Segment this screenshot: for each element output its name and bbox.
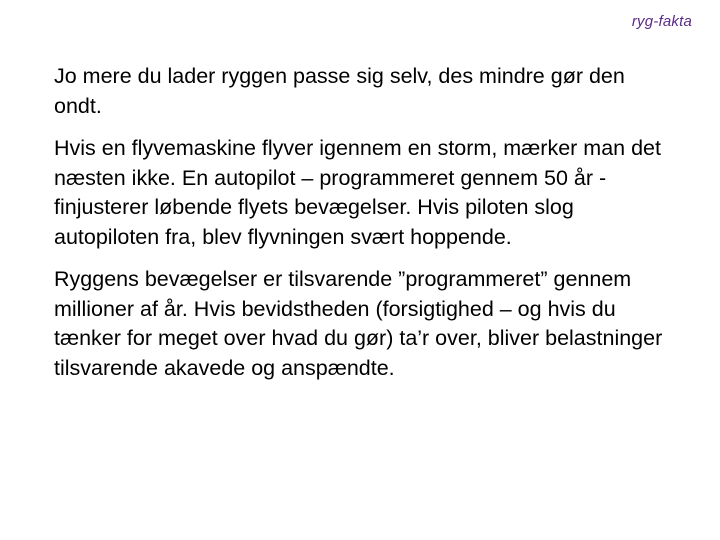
slide-body [54, 62, 674, 396]
header-tag: ryg-fakta [631, 13, 692, 30]
paragraph-2: Hvis en flyvemaskine flyver igennem en storm, mærker man det næsten ikke. En autopilot – programmeret gennem 50 år - finjusterer løbende flyets bevægelser. Hvis piloten slog autopiloten fra, blev flyvningen svært hoppende. [54, 136, 661, 249]
paragraph-1: Jo mere du lader ryggen passe sig selv, des mindre gør den ondt. [54, 64, 625, 118]
paragraph-3: Ryggens bevægelser er tilsvarende ”programmeret” gennem millioner af år. Hvis bevidstheden (forsigtighed – og hvis du tænker for meget over hvad du gør) ta’r over, bliver belastninger tilsvarende akavede og anspændte. [54, 267, 663, 380]
